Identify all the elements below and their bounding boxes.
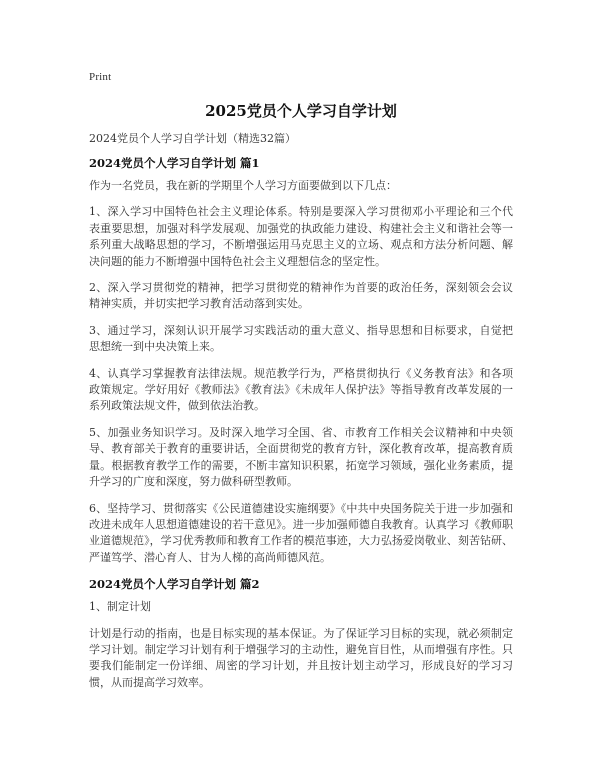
document-subtitle: 2024党员个人学习自学计划（精选32篇）: [89, 132, 296, 145]
document-title: 2025党员个人学习自学计划: [205, 102, 397, 120]
section-heading: 2024党员个人学习自学计划 篇1: [89, 156, 260, 170]
paragraph: 1、深入学习中国特色社会主义理论体系。特别是要深入学习贯彻邓小平理论和三个代表重要思想，加强对科学发展观、加强党的执政能力建设、构建社会主义和谐社会等一系列重大战略思想的学习，不断增强运用马克思主义的立场、观点和方法分析问题、解决问题的能力不断增强中国特色社会主义理想信念的坚定性。: [89, 205, 513, 268]
paragraph: 2、深入学习贯彻党的精神，把学习贯彻党的精神作为首要的政治任务，深刻领会会议精神实质，并切实把学习教育活动落到实处。: [89, 281, 513, 311]
print-link[interactable]: Print: [89, 71, 112, 83]
paragraph: 3、通过学习，深刻认识开展学习实践活动的重大意义、指导思想和目标要求，自觉把思想统一到中央决策上来。: [89, 323, 513, 354]
paragraph: 5、加强业务知识学习。及时深入地学习全国、省、市教育工作相关会议精神和中央领导、教育部关于教育的重要讲话，全面贯彻党的教育方针，深化教育改革，提高教育质量。根据教育教学工作的需要，不断丰富知识积累，拓宽学习领域，强化业务素质，提升学习的广度和深度，努力做科研型教师。: [89, 425, 513, 489]
paragraph: 6、坚持学习、贯彻落实《公民道德建设实施纲要》《中共中央国务院关于进一步加强和改进未成年人思想道德建设的若干意见》。进一步加强师德自我教育。认真学习《教师职业道德规范》，学习优秀教师和教育工作者的模范事迹，大力弘扬爱岗敬业、刻苦钻研、严谨笃学、潜心育人、甘为人梯的高尚师德风范。: [89, 501, 513, 564]
paragraph: 作为一名党员，我在新的学期里个人学习方面要做到以下几点：: [89, 179, 397, 192]
section-heading: 2024党员个人学习自学计划 篇2: [89, 577, 260, 592]
paragraph: 计划是行动的指南，也是目标实现的基本保证。为了保证学习目标的实现，就必须制定学习计划。制定学习计划有利于增强学习的主动性，避免盲目性，从而增强有序性。只要我们能制定一份详细、周密的学习计划，并且按计划主动学习，形成良好的学习习惯，从而提高学习效率。: [89, 626, 513, 689]
paragraph: 1、制定计划: [89, 600, 151, 614]
paragraph: 4、认真学习掌握教育法律法规。规范教学行为，严格贯彻执行《义务教育法》和各项政策规定。学好用好《教师法》《教育法》《未成年人保护法》等指导教育改革发展的一系列政策法规文件，做到依法治教。: [89, 366, 513, 413]
document-body: [89, 131, 513, 701]
